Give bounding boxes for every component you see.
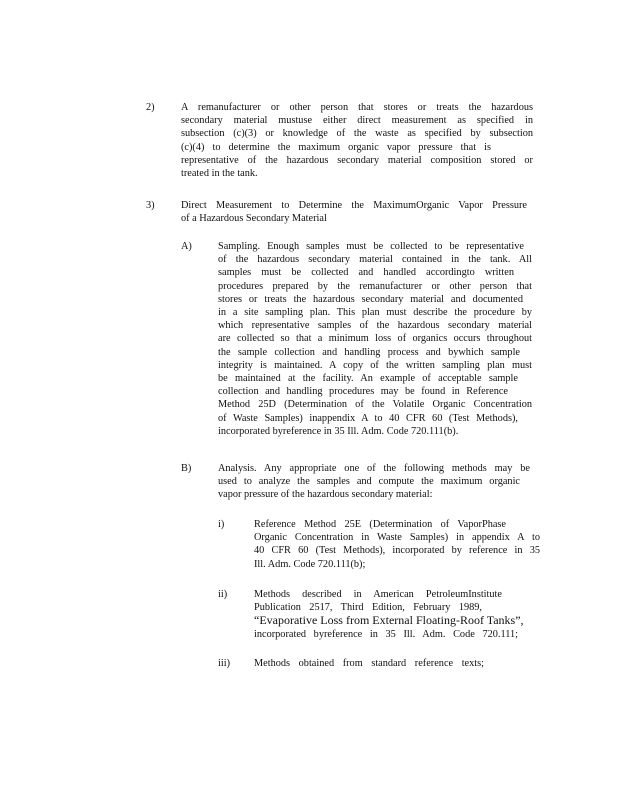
item-heading — [181, 199, 527, 225]
text-line: Sampling. Enough samples must be collected to be representative — [218, 241, 524, 252]
text-line: are collected so that a minimum loss of organics occurs throughout — [218, 333, 532, 345]
item-text — [254, 657, 540, 670]
item-number: ii) — [218, 589, 228, 600]
text-line: treated in the tank. — [181, 168, 258, 180]
text-line: stores or treats the hazardous secondary material and documented — [218, 293, 523, 305]
item-text — [218, 462, 530, 502]
text-line: (c)(4) to determine the maximum organic vapor pressure that is — [181, 141, 491, 153]
item-text — [254, 588, 540, 641]
text-line: samples must be collected and handled accordingto written — [218, 267, 514, 279]
text-line: of the hazardous secondary material contained in the tank. All — [218, 254, 532, 266]
text-line: Analysis. Any appropriate one of the following methods may be — [218, 463, 530, 474]
item-number: B) — [181, 463, 192, 474]
item-number: A) — [181, 241, 192, 252]
text-line: integrity is maintained. A copy of the written sampling plan must — [218, 359, 532, 371]
text-line: “Evaporative Loss from External Floating-Roof Tanks”, — [254, 613, 524, 628]
text-line: which representative samples of the hazardous secondary material — [218, 320, 532, 332]
text-line: Ill. Adm. Code 720.111(b); — [254, 558, 366, 570]
text-line: Method 25D (Determination of the Volatile Organic Concentration — [218, 399, 532, 411]
text-line: vapor pressure of the hazardous secondary material: — [218, 489, 433, 501]
text-line: Direct Measurement to Determine the MaximumOrganic Vapor Pressure — [181, 200, 527, 211]
item-number: i) — [218, 519, 225, 530]
text-line: Methods described in American PetroleumInstitute — [254, 589, 502, 600]
item-number: iii) — [218, 658, 231, 669]
text-line: A remanufacturer or other person that stores or treats the hazardous — [181, 102, 533, 113]
text-line: incorporated byreference in 35 Ill. Adm. Code 720.111; — [254, 628, 518, 640]
text-line: be maintained at the facility. An example of acceptable sample — [218, 373, 518, 385]
text-line: Methods obtained from standard reference texts; — [254, 658, 484, 669]
item-number: 2) — [146, 102, 155, 113]
text-line: representative of the hazardous secondary material composition stored or — [181, 154, 533, 166]
item-number: 3) — [146, 200, 155, 211]
text-line: in a site sampling plan. This plan must describe the procedure by — [218, 307, 532, 319]
text-line: incorporated byreference in 35 Ill. Adm. Code 720.111(b). — [218, 425, 459, 437]
text-line: used to analyze the samples and compute the maximum organic — [218, 476, 520, 488]
text-line: Organic Concentration in Waste Samples) in appendix A to — [254, 532, 540, 544]
text-line: procedures prepared by the remanufacturer or other person that — [218, 280, 532, 292]
text-line: Reference Method 25E (Determination of VaporPhase — [254, 519, 506, 530]
text-line: collection and handling procedures may be found in Reference — [218, 386, 508, 398]
text-line: the sample collection and handling process and bywhich sample — [218, 346, 520, 358]
text-line: secondary material mustuse either direct measurement as specified in — [181, 115, 533, 127]
text-line: Publication 2517, Third Edition, February 1989, — [254, 602, 482, 614]
item-text — [254, 518, 540, 571]
text-line: subsection (c)(3) or knowledge of the waste as specified by subsection — [181, 128, 533, 140]
item-text — [181, 101, 533, 180]
text-line: 40 CFR 60 (Test Methods), incorporated by reference in 35 — [254, 545, 540, 557]
item-text — [218, 240, 532, 438]
text-line: of a Hazardous Secondary Material — [181, 213, 327, 225]
text-line: of Waste Samples) inappendix A to 40 CFR 60 (Test Methods), — [218, 412, 518, 424]
